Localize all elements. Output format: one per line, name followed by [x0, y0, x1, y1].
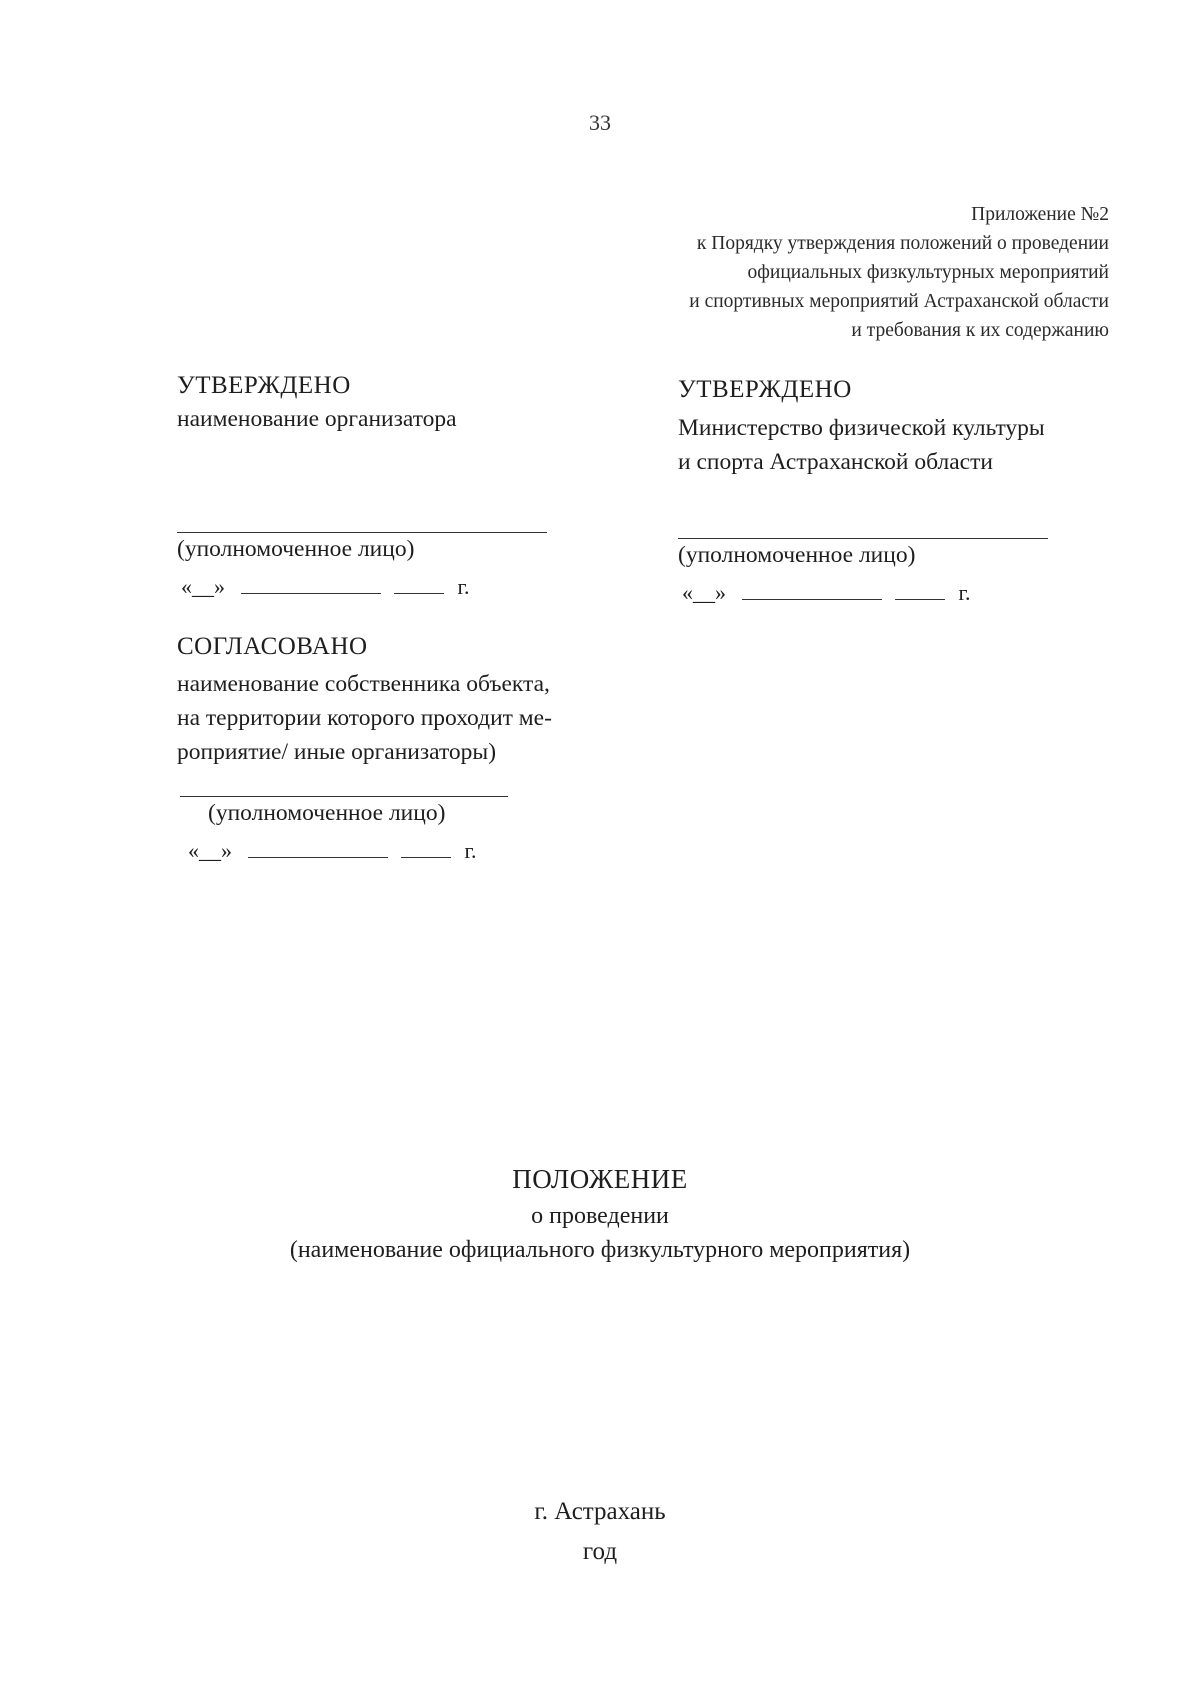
date-year-suffix: г.	[464, 838, 477, 863]
date-month-blank	[742, 581, 882, 600]
approval-right-signer-caption: (уполномоченное лицо)	[678, 542, 916, 568]
approval-left-date-row	[181, 574, 470, 600]
appendix-line: Приложение №2	[971, 204, 1109, 225]
appendix-line: и требования к их содержанию	[851, 320, 1109, 341]
approval-right-signature-line	[678, 538, 1048, 539]
agreement-signer-caption: (уполномоченное лицо)	[208, 800, 446, 826]
agreement-date-row	[188, 838, 477, 864]
document-title-block	[0, 1164, 1200, 1267]
approval-right-date-row	[682, 580, 971, 606]
date-year-suffix: г.	[457, 574, 470, 599]
agreement-line2: на территории которого проходит ме-	[177, 705, 552, 731]
approval-left-signer-caption: (уполномоченное лицо)	[177, 536, 415, 562]
approval-left-signature-line	[177, 532, 547, 533]
appendix-line: и спортивных мероприятий Астраханской области	[689, 291, 1109, 312]
approval-left-org: наименование организатора	[177, 406, 457, 432]
document-title: ПОЛОЖЕНИЕ	[512, 1164, 688, 1194]
agreement-heading: СОГЛАСОВАНО	[177, 633, 368, 660]
footer-city: г. Астрахань	[534, 1498, 666, 1525]
approval-right-org-line2: и спорта Астраханской области	[678, 449, 993, 475]
date-year-suffix: г.	[958, 580, 971, 605]
approval-left-heading: УТВЕРЖДЕНО	[177, 372, 351, 399]
appendix-line: официальных физкультурных мероприятий	[747, 262, 1109, 283]
document-event-name: (наименование официального физкультурного мероприятия)	[289, 1237, 911, 1263]
footer-block	[0, 1492, 1200, 1572]
appendix-line: к Порядку утверждения положений о проведении	[696, 233, 1109, 254]
approval-right-org-line1: Министерство физической культуры	[678, 415, 1045, 441]
page-number: 33	[589, 110, 611, 135]
date-month-blank	[241, 575, 381, 594]
agreement-line1: наименование собственника объекта,	[177, 671, 550, 697]
appendix-header	[689, 200, 1109, 345]
date-year-blank	[394, 575, 444, 594]
document-subtitle: о проведении	[531, 1203, 669, 1229]
approval-right-heading: УТВЕРЖДЕНО	[678, 376, 852, 403]
date-day-quote: «__»	[181, 574, 225, 599]
date-day-quote: «__»	[682, 580, 726, 605]
footer-year: год	[582, 1538, 618, 1565]
date-year-blank	[895, 581, 945, 600]
date-day-quote: «__»	[188, 838, 232, 863]
agreement-line3: роприятие/ иные организаторы)	[177, 739, 497, 765]
agreement-signature-line	[180, 796, 508, 797]
date-month-blank	[248, 839, 388, 858]
date-year-blank	[401, 839, 451, 858]
